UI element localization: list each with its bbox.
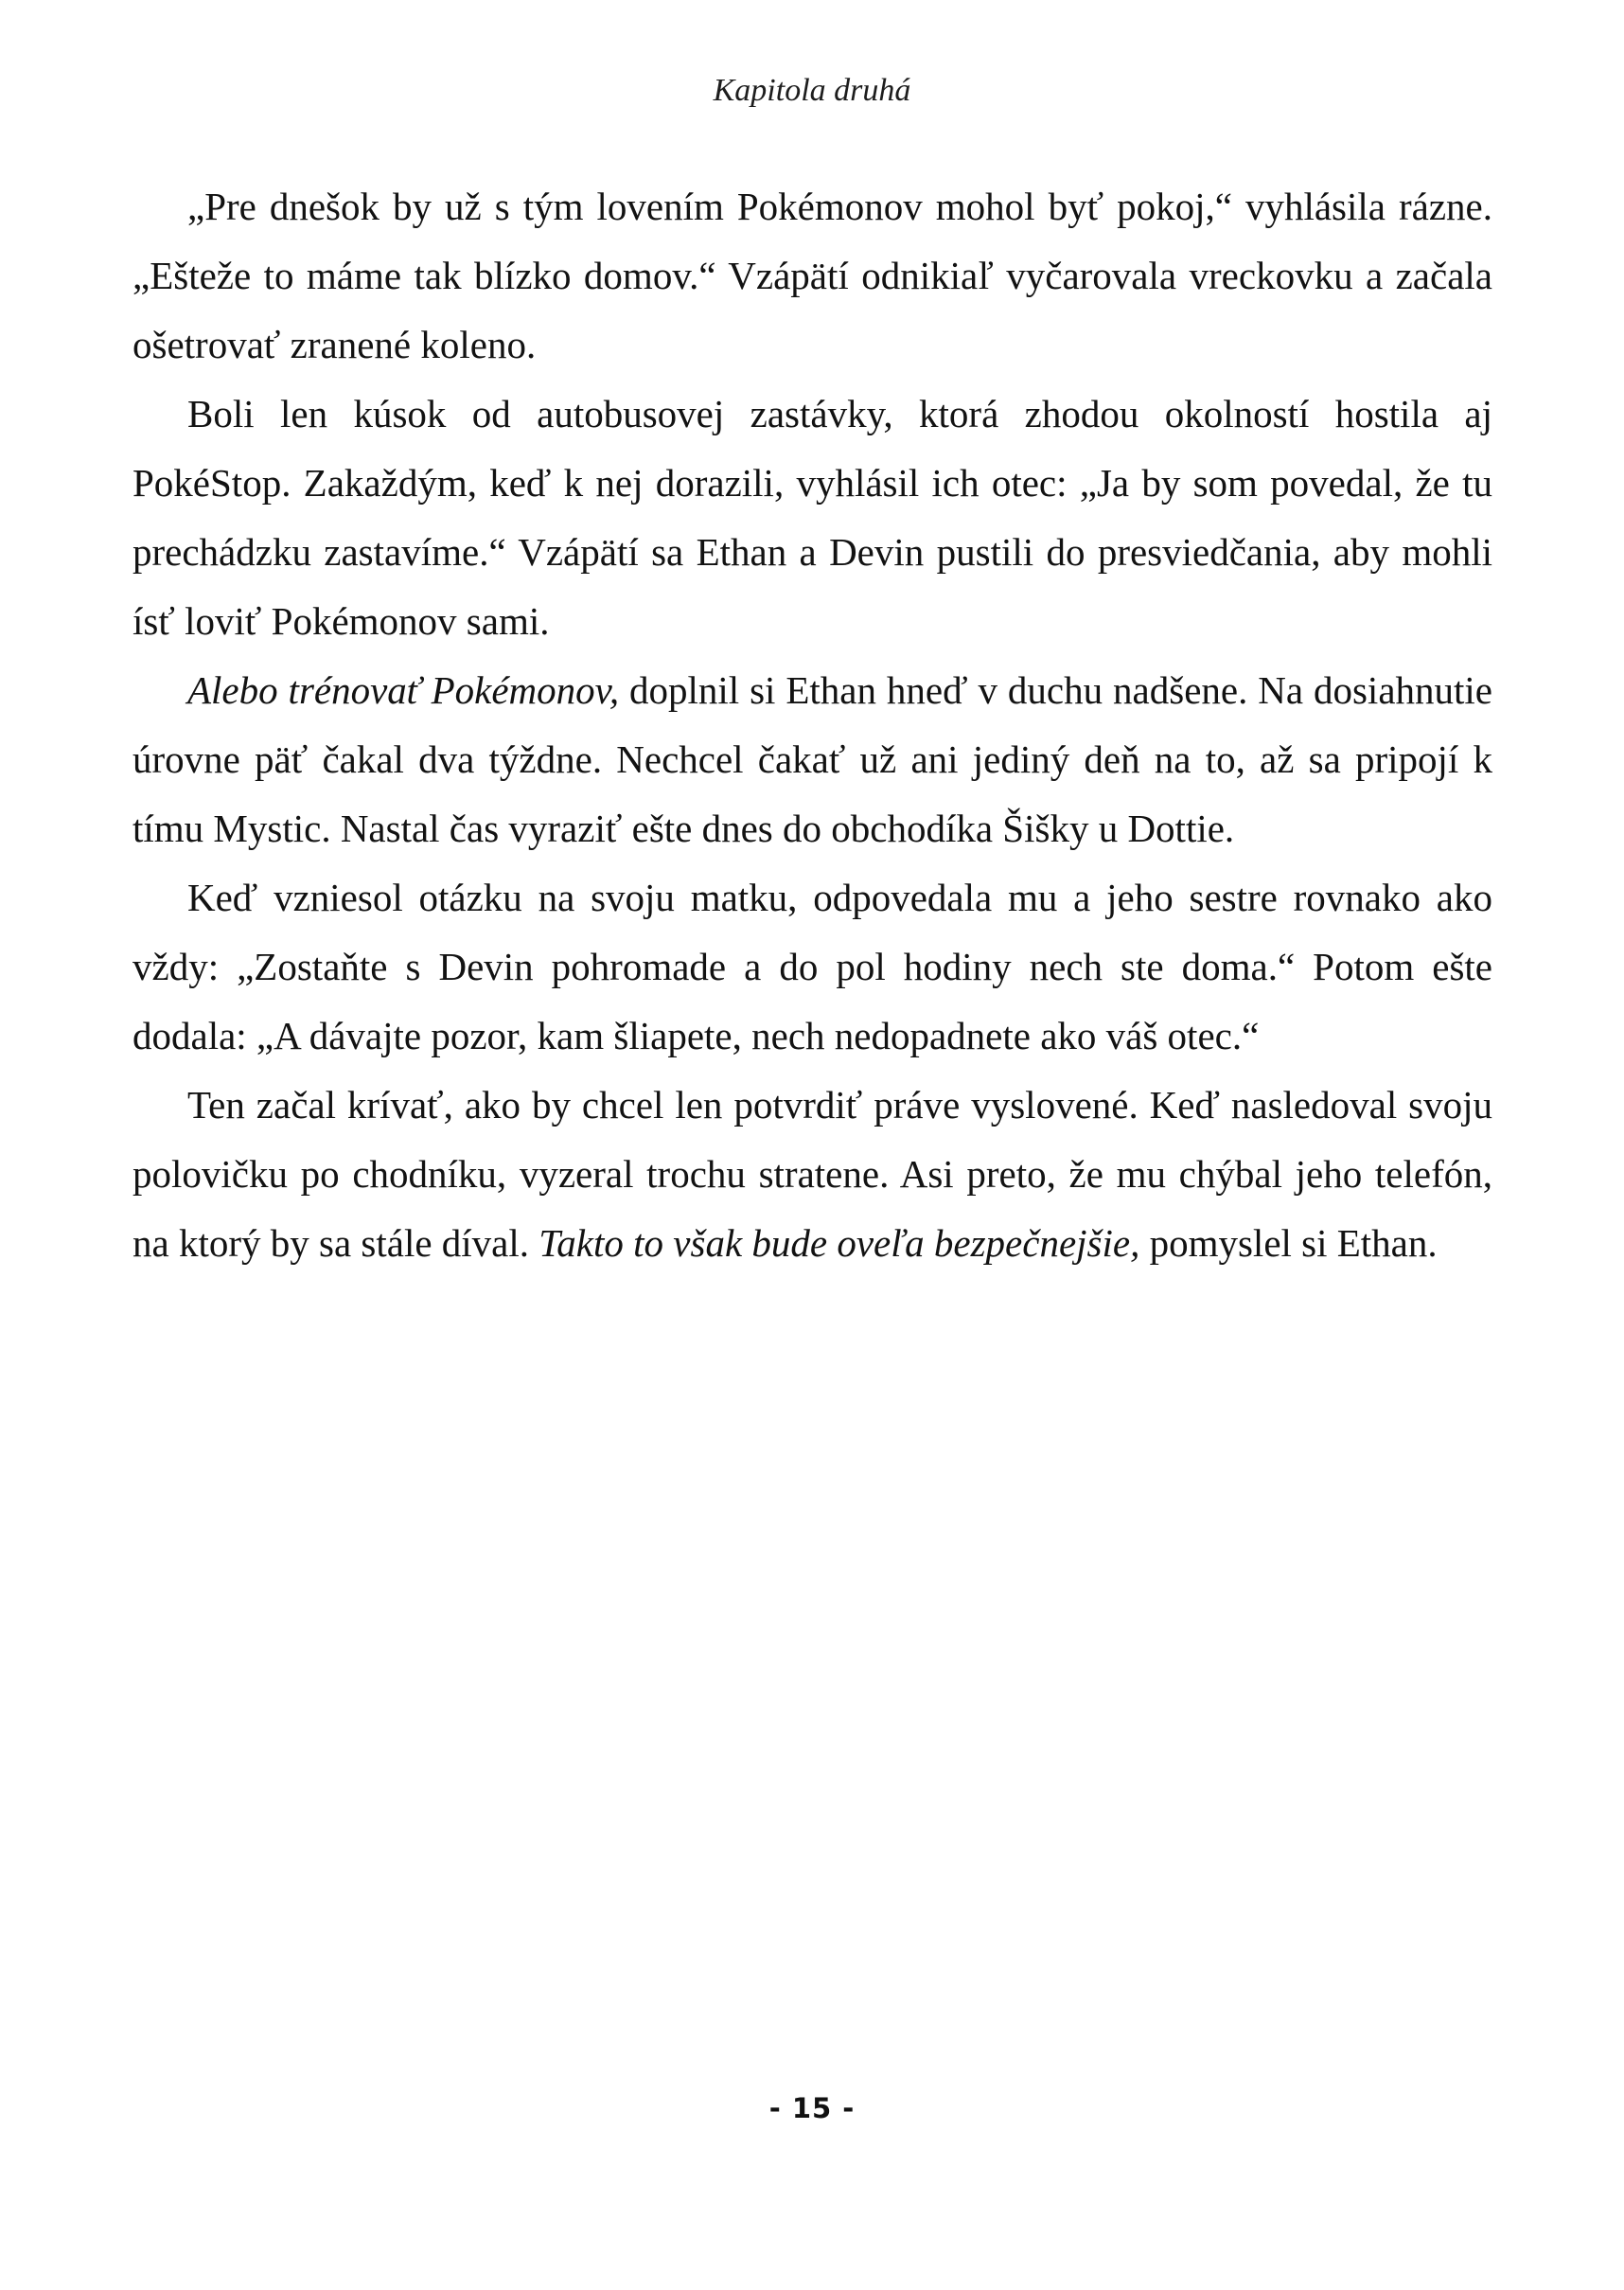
running-header: Kapitola druhá [713, 73, 911, 108]
text-segment: Ten začal krívať, ako by chcel len potvrdiť práve vyslovené. Keď nasledoval svoju polovičku po chodníku, vyzeral trochu stratene. Asi preto, že mu chýbal jeho telefón, na ktorý by sa stále díval. [132, 1083, 1492, 1265]
text-segment: doplnil si Ethan hneď v duchu nadšene. Na dosiahnutie úrovne päť čakal dva týždne. Nechcel čakať už ani jediný deň na to, až sa pripojí k tímu Mystic. Nastal čas vyraziť ešte dnes do obchodíka Šišky u Dottie. [132, 668, 1492, 850]
paragraph [132, 172, 1492, 380]
paragraph [132, 1071, 1492, 1278]
text-segment: Keď vzniesol otázku na svoju matku, odpovedala mu a jeho sestre rovnako ako vždy: „Zostaňte s Devin pohromade a do pol hodiny nech ste doma.“ Potom ešte dodala: „A dávajte pozor, kam šliapete, nech nedopadnete ako váš otec.“ [132, 876, 1492, 1057]
italic-text-segment: Takto to však bude oveľa bezpečnejšie, [538, 1221, 1140, 1265]
italic-text-segment: Alebo trénovať Pokémonov, [187, 668, 620, 712]
text-segment: pomyslel si Ethan. [1139, 1221, 1438, 1265]
paragraph [132, 656, 1492, 863]
text-segment: Boli len kúsok od autobusovej zastávky, ktorá zhodou okolností hostila aj PokéStop. Zakaždým, keď k nej dorazili, vyhlásil ich otec: „Ja by som povedal, že tu prechádzku zastavíme.“ Vzápätí sa Ethan a Devin pustili do presviedčania, aby mohli ísť loviť Pokémonov sami. [132, 392, 1492, 643]
page-number: - 15 - [768, 2092, 856, 2124]
body-text [132, 172, 1492, 1278]
paragraph [132, 863, 1492, 1071]
paragraph [132, 380, 1492, 656]
text-segment: „Pre dnešok by už s tým lovením Pokémonov mohol byť pokoj,“ vyhlásila rázne. „Ešteže to máme tak blízko domov.“ Vzápätí odnikiaľ vyčarovala vreckovku a začala ošetrovať zranené koleno. [132, 185, 1492, 366]
